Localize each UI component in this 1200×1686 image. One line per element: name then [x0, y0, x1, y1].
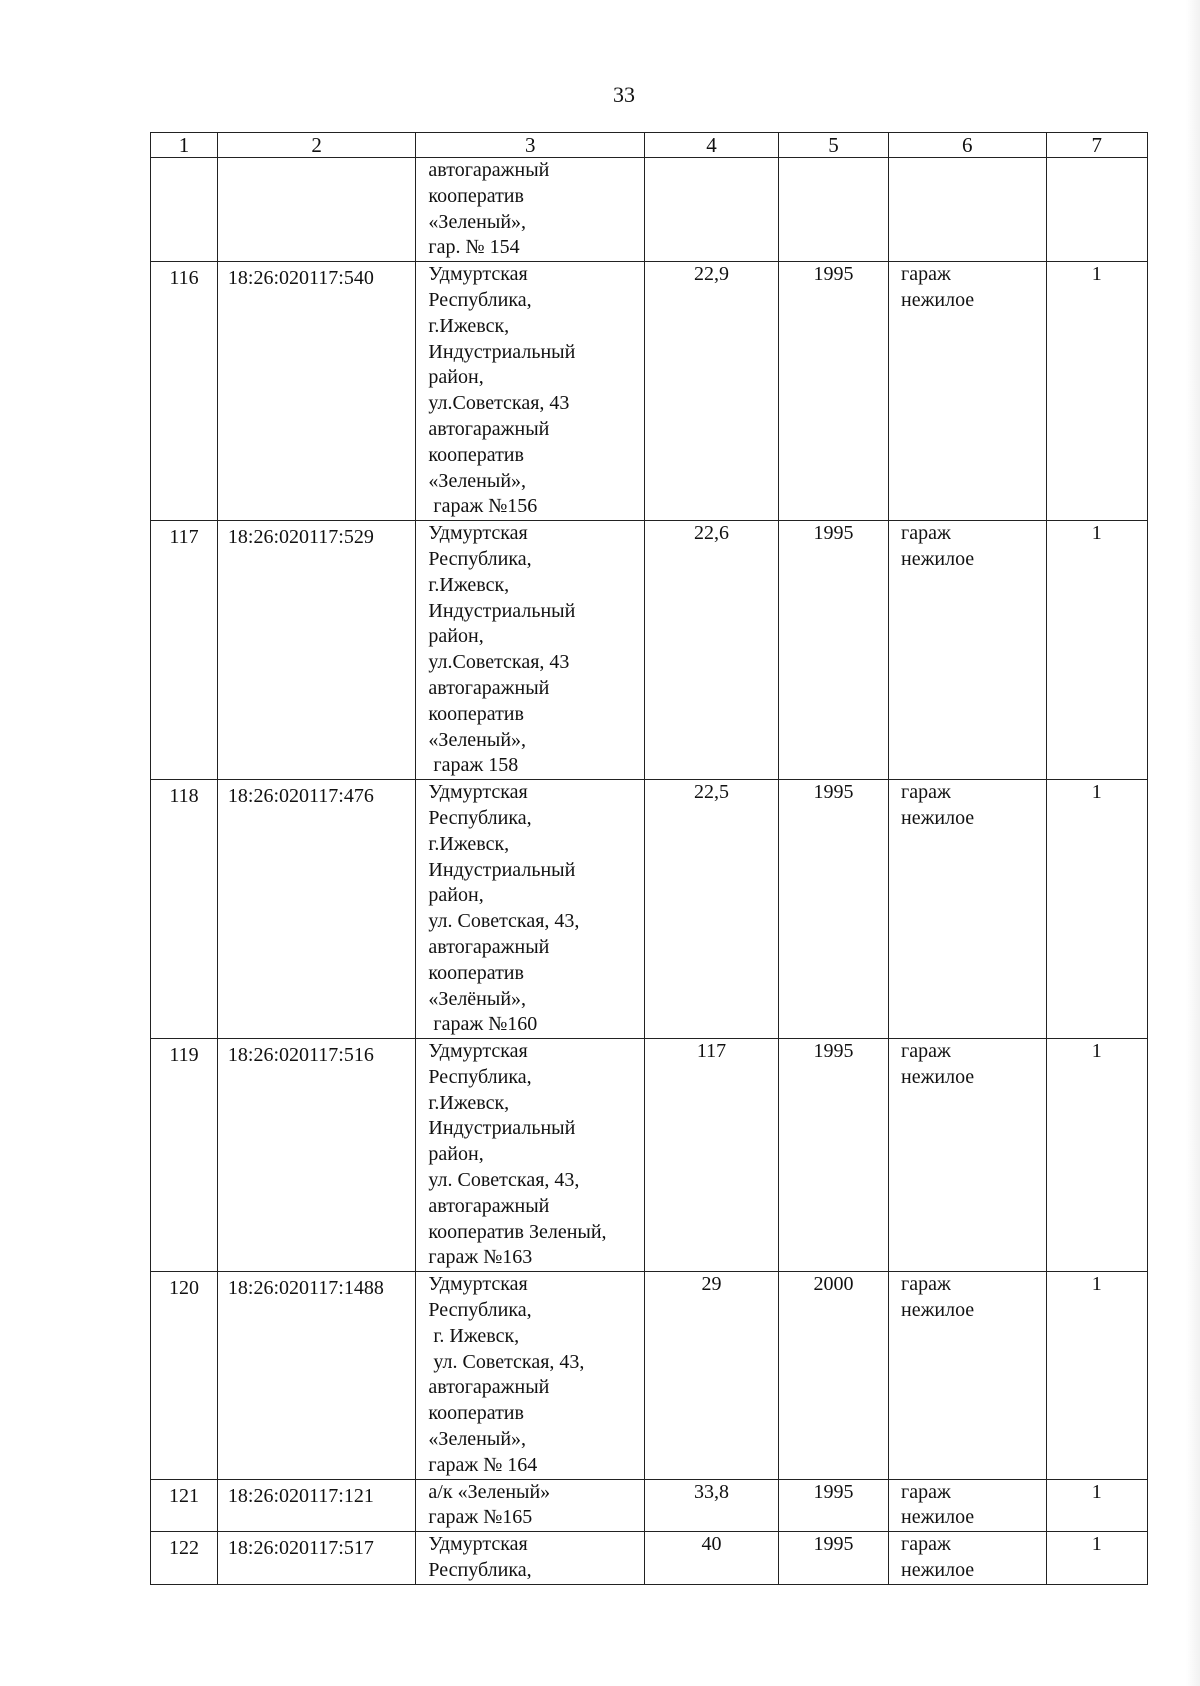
cadastral-number-cell: 18:26:020117:517 [217, 1532, 416, 1585]
table-row [151, 262, 1148, 521]
cadastral-number-cell: 18:26:020117:121 [217, 1479, 416, 1532]
count-cell: 1 [1046, 262, 1147, 521]
address-line: кооператив [428, 443, 524, 466]
address-line: гараж №165 [428, 1506, 533, 1529]
purpose-line: гараж [900, 522, 951, 545]
address-line: автогаражный [428, 1194, 550, 1217]
address-line: «Зеленый», [428, 728, 527, 751]
address-line: гараж №156 [428, 495, 538, 518]
address-line: «Зеленый», [428, 210, 527, 233]
year-cell: 1995 [778, 1479, 888, 1532]
address-line: гар. № 154 [428, 236, 520, 259]
area-cell [645, 158, 779, 262]
address-line: автогаражный [428, 676, 550, 699]
address-line: кооператив Зеленый, [428, 1220, 607, 1243]
row-number-cell: 118 [151, 780, 218, 1039]
area-cell: 29 [645, 1272, 779, 1479]
address-line: Индустриальный [428, 340, 576, 363]
address-line: гараж 158 [428, 754, 519, 777]
year-cell: 1995 [778, 521, 888, 780]
area-cell: 22,5 [645, 780, 779, 1039]
row-number-cell [151, 158, 218, 262]
row-number-cell: 122 [151, 1532, 218, 1585]
address-line: кооператив [428, 961, 524, 984]
purpose-line: гараж [900, 781, 951, 804]
address-line: Республика, [428, 1065, 532, 1088]
address-line: гараж №160 [428, 1013, 538, 1036]
address-cell [416, 521, 645, 780]
column-header: 7 [1046, 133, 1147, 158]
purpose-cell [888, 780, 1046, 1039]
table-row [151, 1272, 1148, 1479]
cadastral-number-cell: 18:26:020117:476 [217, 780, 416, 1039]
address-line: г. Ижевск, [428, 1324, 520, 1347]
address-line: «Зеленый», [428, 469, 527, 492]
address-line: ул. Советская, 43, [428, 1169, 580, 1192]
address-line: Республика, [428, 1559, 532, 1582]
column-header: 4 [645, 133, 779, 158]
purpose-cell [888, 1272, 1046, 1479]
address-line: район, [428, 366, 484, 389]
address-line: а/к «Зеленый» [428, 1480, 551, 1503]
column-header: 1 [151, 133, 218, 158]
row-number-cell: 120 [151, 1272, 218, 1479]
year-cell: 1995 [778, 780, 888, 1039]
address-line: Удмуртская [428, 1273, 528, 1296]
address-line: г.Ижевск, [428, 573, 510, 596]
purpose-line: гараж [900, 1480, 951, 1503]
purpose-cell [888, 1532, 1046, 1585]
purpose-line: нежилое [900, 1065, 975, 1088]
address-line: гараж №163 [428, 1246, 533, 1269]
purpose-cell [888, 521, 1046, 780]
address-line: Удмуртская [428, 522, 528, 545]
table-row [151, 521, 1148, 780]
purpose-line: нежилое [900, 1559, 975, 1582]
purpose-cell [888, 158, 1046, 262]
address-line: Удмуртская [428, 1040, 528, 1063]
table-row [151, 1532, 1148, 1585]
purpose-line: гараж [900, 1273, 951, 1296]
purpose-cell [888, 262, 1046, 521]
address-line: район, [428, 1143, 484, 1166]
year-cell: 1995 [778, 1532, 888, 1585]
column-header: 5 [778, 133, 888, 158]
cadastral-number-cell: 18:26:020117:529 [217, 521, 416, 780]
cadastral-number-cell: 18:26:020117:1488 [217, 1272, 416, 1479]
purpose-line: нежилое [900, 1506, 975, 1529]
address-line: автогаражный [428, 935, 550, 958]
address-line: ул. Советская, 43, [428, 1350, 585, 1373]
address-line: ул. Советская, 43, [428, 910, 580, 933]
address-cell [416, 780, 645, 1039]
address-line: Республика, [428, 547, 532, 570]
address-cell [416, 1532, 645, 1585]
address-line: Удмуртская [428, 263, 528, 286]
table-body [151, 158, 1148, 1585]
row-number-cell: 117 [151, 521, 218, 780]
purpose-cell [888, 1039, 1046, 1272]
table-row [151, 158, 1148, 262]
address-line: кооператив [428, 184, 524, 207]
address-line: автогаражный [428, 417, 550, 440]
row-number-cell: 121 [151, 1479, 218, 1532]
year-cell: 2000 [778, 1272, 888, 1479]
address-line: автогаражный [428, 159, 550, 181]
address-line: Республика, [428, 288, 532, 311]
address-line: автогаражный [428, 1376, 550, 1399]
page-number [48, 82, 1200, 108]
table-row [151, 1479, 1148, 1532]
address-line: Удмуртская [428, 1533, 528, 1556]
address-line: ул.Советская, 43 [428, 392, 570, 415]
count-cell: 1 [1046, 1479, 1147, 1532]
cadastral-number-cell: 18:26:020117:516 [217, 1039, 416, 1272]
cadastral-number-cell [217, 158, 416, 262]
count-cell: 1 [1046, 1272, 1147, 1479]
address-line: Удмуртская [428, 781, 528, 804]
purpose-line: нежилое [900, 806, 975, 829]
address-line: Индустриальный [428, 858, 576, 881]
column-header: 3 [416, 133, 645, 158]
area-cell: 33,8 [645, 1479, 779, 1532]
area-cell: 40 [645, 1532, 779, 1585]
column-header: 6 [888, 133, 1046, 158]
table-header-row [151, 133, 1148, 158]
count-cell: 1 [1046, 1532, 1147, 1585]
purpose-cell [888, 1479, 1046, 1532]
area-cell: 22,9 [645, 262, 779, 521]
year-cell: 1995 [778, 262, 888, 521]
address-line: кооператив [428, 1402, 524, 1425]
purpose-line: нежилое [900, 547, 975, 570]
property-registry-table [150, 132, 1148, 1585]
address-cell [416, 1479, 645, 1532]
address-line: «Зелёный», [428, 987, 527, 1010]
count-cell: 1 [1046, 521, 1147, 780]
column-header: 2 [217, 133, 416, 158]
address-cell [416, 262, 645, 521]
address-cell [416, 1272, 645, 1479]
purpose-line: нежилое [900, 1299, 975, 1322]
purpose-line: гараж [900, 263, 951, 286]
address-line: Индустриальный [428, 599, 576, 622]
scan-edge-artifact [1186, 0, 1200, 1686]
year-cell: 1995 [778, 1039, 888, 1272]
address-line: Республика, [428, 806, 532, 829]
purpose-line: гараж [900, 1040, 951, 1063]
area-cell: 22,6 [645, 521, 779, 780]
table-row [151, 1039, 1148, 1272]
address-line: район, [428, 625, 484, 648]
address-line: кооператив [428, 702, 524, 725]
address-line: «Зеленый», [428, 1428, 527, 1451]
count-cell: 1 [1046, 1039, 1147, 1272]
address-line: район, [428, 884, 484, 907]
address-cell [416, 158, 645, 262]
address-cell [416, 1039, 645, 1272]
page-number-text: 33 [613, 82, 635, 107]
address-line: г.Ижевск, [428, 1091, 510, 1114]
row-number-cell: 116 [151, 262, 218, 521]
cadastral-number-cell: 18:26:020117:540 [217, 262, 416, 521]
row-number-cell: 119 [151, 1039, 218, 1272]
count-cell [1046, 158, 1147, 262]
address-line: г.Ижевск, [428, 314, 510, 337]
address-line: ул.Советская, 43 [428, 651, 570, 674]
count-cell: 1 [1046, 780, 1147, 1039]
address-line: гараж № 164 [428, 1453, 538, 1476]
address-line: Республика, [428, 1299, 532, 1322]
year-cell [778, 158, 888, 262]
address-line: Индустриальный [428, 1117, 576, 1140]
table-row [151, 780, 1148, 1039]
purpose-line: гараж [900, 1533, 951, 1556]
purpose-line: нежилое [900, 288, 975, 311]
area-cell: 117 [645, 1039, 779, 1272]
address-line: г.Ижевск, [428, 832, 510, 855]
